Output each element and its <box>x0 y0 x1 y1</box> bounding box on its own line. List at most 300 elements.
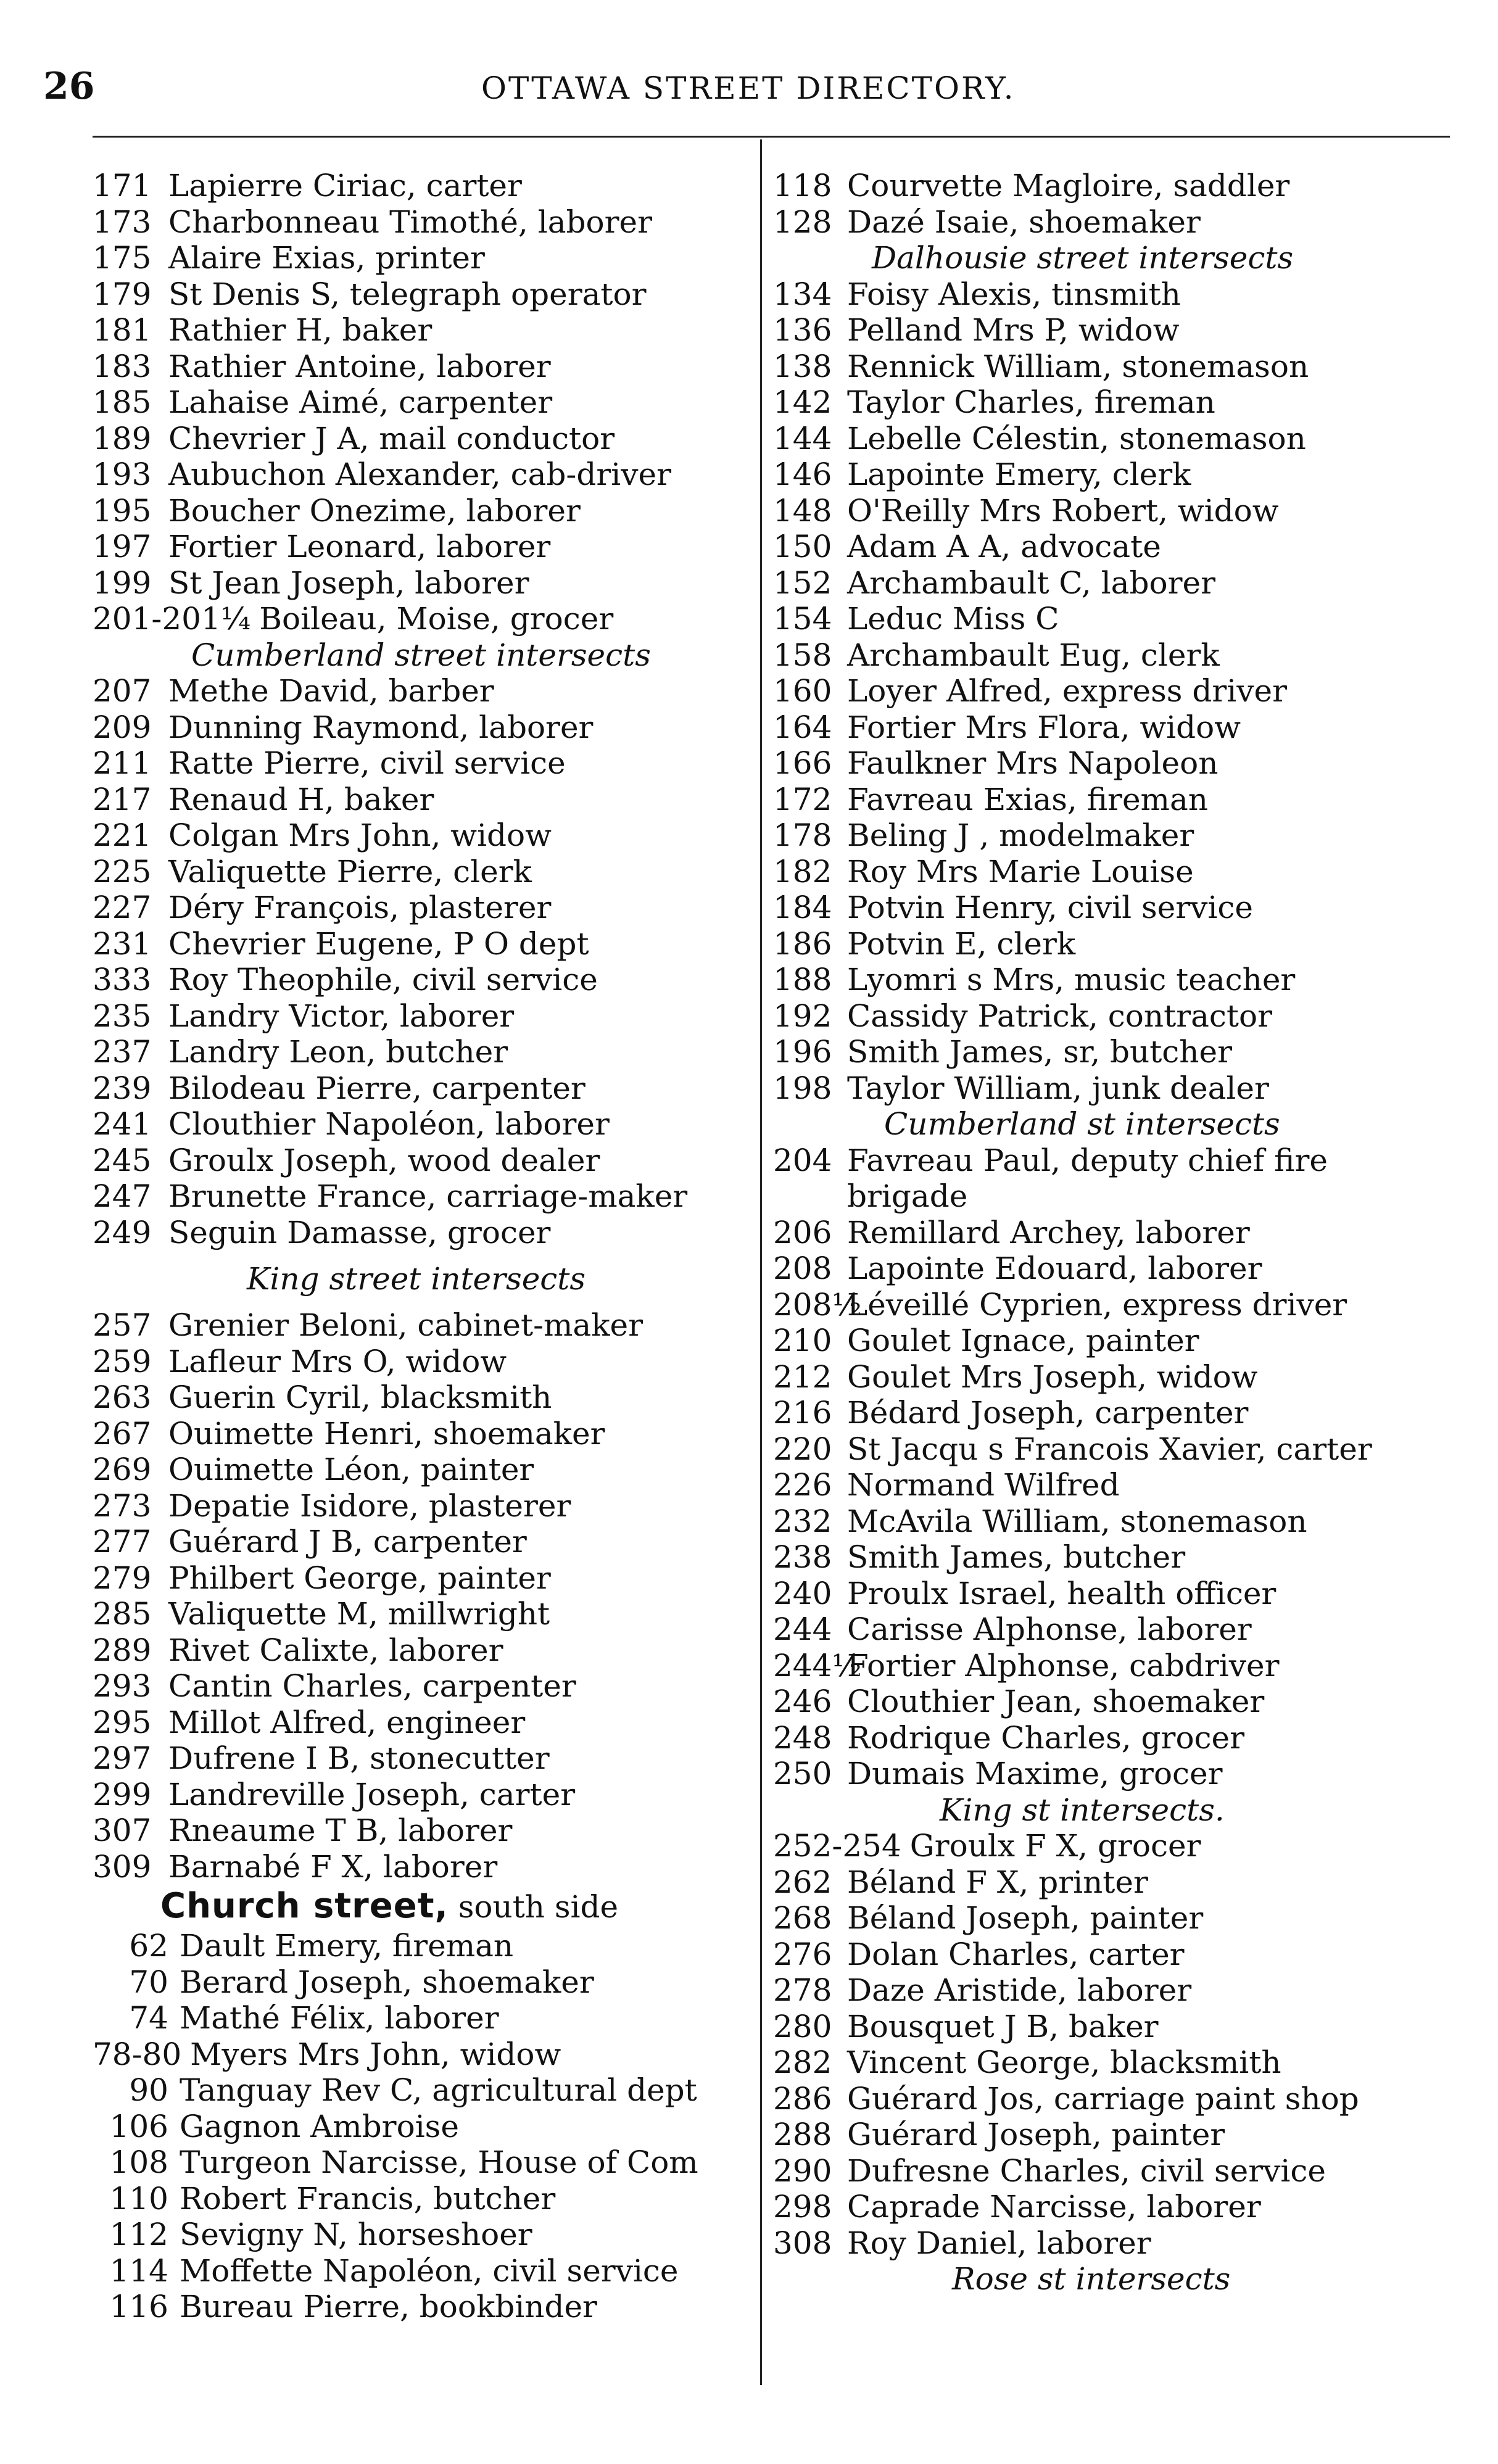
resident-name: Smith James, sr, butcher <box>847 1034 1232 1070</box>
resident-name: Depatie Isidore, plasterer <box>168 1487 571 1524</box>
resident-name: Seguin Damasse, grocer <box>168 1214 551 1251</box>
house-number: 257 <box>93 1307 152 1343</box>
directory-entry <box>93 2181 747 2217</box>
resident-name: Daze Aristide, laborer <box>847 1972 1192 2008</box>
directory-entry <box>773 1576 1458 1612</box>
page-header <box>0 0 1498 148</box>
house-number: 183 <box>93 348 152 384</box>
resident-name: Carisse Alphonse, laborer <box>847 1611 1252 1647</box>
house-number: 288 <box>773 2117 832 2152</box>
house-number: 248 <box>773 1719 832 1756</box>
directory-entry <box>93 926 747 962</box>
house-number: 252-254 <box>773 1828 901 1864</box>
house-number: 175 <box>93 240 152 276</box>
directory-entry <box>93 1307 747 1344</box>
directory-entry <box>93 1632 747 1669</box>
house-number: 208½ <box>773 1286 862 1323</box>
house-number: 197 <box>93 529 152 564</box>
directory-entry <box>93 1344 747 1380</box>
directory-entry <box>93 349 747 385</box>
resident-name: Millot Alfred, engineer <box>168 1704 526 1740</box>
directory-entry <box>773 1143 1458 1215</box>
resident-name: Dufrene I B, stonecutter <box>168 1740 550 1776</box>
directory-entry <box>773 2189 1458 2225</box>
resident-name: Clouthier Jean, shoemaker <box>847 1684 1265 1719</box>
directory-entry <box>93 457 747 493</box>
resident-name: Pelland Mrs P, widow <box>847 312 1180 348</box>
house-number: 178 <box>773 817 832 853</box>
directory-entry <box>93 2036 747 2073</box>
resident-name: Roy Mrs Marie Louise <box>847 853 1194 890</box>
house-number: 225 <box>93 853 152 890</box>
resident-name: Chevrier J A, mail conductor <box>168 420 615 457</box>
resident-name: Cassidy Patrick, contractor <box>847 998 1273 1034</box>
directory-entry <box>773 1323 1458 1359</box>
resident-name: Rodrique Charles, grocer <box>847 1719 1245 1756</box>
resident-name: Archambault C, laborer <box>847 564 1215 601</box>
house-number: 158 <box>773 637 832 673</box>
house-number: 173 <box>93 204 152 240</box>
cross-street-heading: King street intersects <box>247 1261 586 1297</box>
resident-name: Lyomri s Mrs, music teacher <box>847 962 1296 998</box>
entry-list <box>773 168 1458 240</box>
house-number: 293 <box>93 1668 152 1704</box>
house-number: 279 <box>93 1560 152 1596</box>
resident-name: Proulx Israel, health officer <box>847 1575 1277 1611</box>
directory-entry <box>773 1034 1458 1070</box>
house-number: 289 <box>93 1632 152 1668</box>
house-number: 277 <box>93 1524 152 1560</box>
house-number: 146 <box>773 457 832 492</box>
directory-entry <box>773 565 1458 602</box>
resident-name: Lahaise Aimé, carpenter <box>168 384 553 420</box>
resident-name: Groulx F X, grocer <box>909 1828 1201 1864</box>
directory-entry <box>93 1928 747 1964</box>
directory-entry <box>93 890 747 926</box>
house-number: 259 <box>93 1343 152 1379</box>
directory-entry <box>773 1251 1458 1287</box>
directory-entry <box>93 204 747 241</box>
house-number: 208 <box>773 1251 832 1286</box>
directory-entry <box>93 2144 747 2181</box>
resident-name: Ratte Pierre, civil service <box>168 745 566 781</box>
resident-name: Guérard J B, carpenter <box>168 1524 527 1560</box>
directory-entry <box>773 1648 1458 1684</box>
resident-name: Boileau, Moise, grocer <box>259 601 614 637</box>
directory-entry <box>93 1740 747 1777</box>
house-number: 206 <box>773 1214 832 1251</box>
house-number: 307 <box>93 1813 152 1848</box>
header-rule <box>93 136 1450 138</box>
resident-name: Taylor William, junk dealer <box>847 1070 1269 1106</box>
directory-entry <box>773 349 1458 385</box>
house-number: 295 <box>93 1704 152 1740</box>
house-number: 245 <box>93 1142 152 1178</box>
directory-entry <box>773 276 1458 313</box>
resident-name: Favreau Paul, deputy chief fire brigade <box>847 1142 1328 1214</box>
directory-entry <box>773 745 1458 782</box>
house-number: 188 <box>773 962 832 998</box>
resident-name: Goulet Ignace, painter <box>847 1323 1199 1358</box>
directory-entry <box>93 2289 747 2325</box>
directory-entry <box>773 1070 1458 1107</box>
house-number: 220 <box>773 1431 832 1467</box>
house-number: 152 <box>773 564 832 601</box>
directory-entry <box>773 384 1458 421</box>
entry-list <box>773 1143 1458 1792</box>
directory-entry <box>773 2225 1458 2262</box>
directory-entry <box>773 2117 1458 2153</box>
house-number: 186 <box>773 925 832 962</box>
directory-entry <box>93 1964 747 2001</box>
resident-name: Alaire Exias, printer <box>168 240 485 276</box>
resident-name: Landry Victor, laborer <box>168 998 515 1034</box>
directory-entry <box>773 1611 1458 1648</box>
house-number: 171 <box>93 168 152 204</box>
directory-entry <box>773 1937 1458 1973</box>
house-number: 298 <box>773 2189 832 2225</box>
resident-name: St Denis S, telegraph operator <box>168 276 647 312</box>
house-number: 199 <box>93 564 152 601</box>
resident-name: Lapierre Ciriac, carter <box>168 168 522 204</box>
house-number: 172 <box>773 781 832 817</box>
house-number: 154 <box>773 601 832 637</box>
directory-entry <box>93 673 747 709</box>
house-number: 106 <box>109 2108 168 2144</box>
resident-name: Remillard Archey, laborer <box>847 1214 1250 1251</box>
page-number: 26 <box>43 65 95 108</box>
house-number: 128 <box>773 204 832 240</box>
column-divider <box>760 139 762 2385</box>
house-number: 195 <box>93 492 152 529</box>
house-number: 185 <box>93 384 152 420</box>
resident-name: Fortier Leonard, laborer <box>168 529 551 564</box>
house-number: 189 <box>93 420 152 457</box>
house-number: 232 <box>773 1503 832 1539</box>
directory-entry <box>93 1379 747 1416</box>
directory-entry <box>93 1705 747 1741</box>
directory-entry <box>93 2072 747 2109</box>
resident-name: Rivet Calixte, laborer <box>168 1632 503 1668</box>
house-number: 138 <box>773 348 832 384</box>
entry-list <box>93 1928 747 2325</box>
resident-name: Potvin Henry, civil service <box>847 890 1253 925</box>
resident-name: Beling J , modelmaker <box>847 817 1194 853</box>
resident-name: Landreville Joseph, carter <box>168 1776 576 1813</box>
directory-entry <box>93 565 747 602</box>
house-number: 90 <box>129 2072 168 2108</box>
resident-name: Roy Theophile, civil service <box>168 962 598 998</box>
right-column <box>773 168 1458 2297</box>
directory-entry <box>93 529 747 565</box>
house-number: 112 <box>109 2217 168 2252</box>
house-number: 179 <box>93 276 152 312</box>
resident-name: Béland F X, printer <box>847 1864 1148 1900</box>
directory-entry <box>773 1900 1458 1937</box>
directory-entry <box>93 1070 747 1107</box>
directory-entry <box>93 1143 747 1179</box>
resident-name: Bureau Pierre, bookbinder <box>180 2289 597 2325</box>
directory-entry <box>93 709 747 746</box>
resident-name: Grenier Beloni, cabinet-maker <box>168 1307 643 1343</box>
directory-entry <box>773 421 1458 457</box>
entry-list <box>93 168 747 637</box>
house-number: 297 <box>93 1740 152 1776</box>
directory-entry <box>93 1034 747 1070</box>
house-number: 210 <box>773 1323 832 1358</box>
directory-entry <box>773 1864 1458 1901</box>
directory-entry <box>93 276 747 313</box>
house-number: 282 <box>773 2044 832 2080</box>
directory-entry <box>773 1215 1458 1251</box>
directory-entry <box>773 1684 1458 1720</box>
resident-name: Philbert George, painter <box>168 1560 551 1596</box>
resident-name: Taylor Charles, fireman <box>847 384 1215 420</box>
resident-name: Lapointe Emery, clerk <box>847 457 1191 492</box>
directory-entry <box>773 1287 1458 1323</box>
directory-entry <box>773 817 1458 854</box>
directory-entry <box>93 745 747 782</box>
directory-entry <box>93 854 747 890</box>
house-number: 78-80 <box>93 2036 182 2072</box>
resident-name: Landry Leon, butcher <box>168 1034 508 1070</box>
directory-entry <box>93 312 747 349</box>
resident-name: Gagnon Ambroise <box>180 2108 459 2144</box>
house-number: 134 <box>773 276 832 312</box>
house-number: 237 <box>93 1034 152 1070</box>
house-number: 239 <box>93 1070 152 1106</box>
resident-name: St Jacqu s Francois Xavier, carter <box>847 1431 1372 1467</box>
resident-name: Rneaume T B, laborer <box>168 1813 513 1848</box>
directory-entry <box>773 1467 1458 1503</box>
directory-entry <box>773 1720 1458 1756</box>
resident-name: Faulkner Mrs Napoleon <box>847 745 1219 781</box>
resident-name: Guérard Jos, carriage paint shop <box>847 2080 1359 2117</box>
directory-entry <box>93 1777 747 1813</box>
cross-street-heading: Cumberland street intersects <box>191 637 651 673</box>
house-number: 273 <box>93 1487 152 1524</box>
house-number: 262 <box>773 1864 832 1900</box>
resident-name: Foisy Alexis, tinsmith <box>847 276 1181 312</box>
house-number: 249 <box>93 1214 152 1251</box>
directory-entry <box>773 854 1458 890</box>
resident-name: Potvin E, clerk <box>847 925 1076 962</box>
house-number: 309 <box>93 1848 152 1885</box>
house-number: 201-201¼ <box>93 601 251 637</box>
resident-name: Turgeon Narcisse, House of Com <box>180 2144 698 2180</box>
directory-entry <box>93 240 747 276</box>
directory-entry <box>773 601 1458 637</box>
resident-name: Goulet Mrs Joseph, widow <box>847 1358 1258 1395</box>
directory-entry <box>773 2081 1458 2117</box>
directory-entry <box>773 998 1458 1035</box>
house-number: 108 <box>109 2144 168 2180</box>
directory-entry <box>773 2009 1458 2045</box>
house-number: 246 <box>773 1684 832 1719</box>
directory-entry <box>93 2000 747 2036</box>
house-number: 166 <box>773 745 832 781</box>
house-number: 240 <box>773 1575 832 1611</box>
entry-list <box>773 1828 1458 2261</box>
directory-entry <box>773 890 1458 926</box>
resident-name: Béland Joseph, painter <box>847 1900 1204 1936</box>
house-number: 192 <box>773 998 832 1034</box>
cross-street-heading: King st intersects. <box>940 1792 1225 1828</box>
resident-name: Brunette France, carriage-maker <box>168 1178 688 1214</box>
directory-entry <box>93 1452 747 1488</box>
resident-name: Bédard Joseph, carpenter <box>847 1395 1249 1431</box>
resident-name: Dault Emery, fireman <box>180 1928 514 1964</box>
entry-list <box>93 1307 747 1885</box>
house-number: 247 <box>93 1178 152 1214</box>
resident-name: Mathé Félix, laborer <box>180 2000 499 2036</box>
resident-name: Roy Daniel, laborer <box>847 2225 1151 2261</box>
directory-entry <box>93 384 747 421</box>
directory-entry <box>773 1972 1458 2009</box>
house-number: 235 <box>93 998 152 1034</box>
entry-list <box>93 673 747 1251</box>
house-number: 164 <box>773 709 832 745</box>
resident-name: Guérard Joseph, painter <box>847 2117 1225 2152</box>
house-number: 110 <box>109 2180 168 2217</box>
house-number: 267 <box>93 1415 152 1452</box>
directory-entry <box>773 2044 1458 2081</box>
house-number: 238 <box>773 1539 832 1575</box>
resident-name: Colgan Mrs John, widow <box>168 817 552 853</box>
resident-name: Caprade Narcisse, laborer <box>847 2189 1261 2225</box>
directory-entry <box>93 2253 747 2289</box>
cross-street-heading: Cumberland st intersects <box>884 1106 1280 1142</box>
resident-name: Berard Joseph, shoemaker <box>180 1964 594 2000</box>
house-number: 70 <box>129 1964 168 2000</box>
resident-name: Normand Wilfred <box>847 1467 1120 1503</box>
house-number: 118 <box>773 168 832 204</box>
resident-name: Guerin Cyril, blacksmith <box>168 1379 552 1415</box>
house-number: 308 <box>773 2225 832 2261</box>
directory-entry <box>93 1106 747 1143</box>
house-number: 148 <box>773 492 832 529</box>
house-number: 193 <box>93 457 152 492</box>
resident-name: Rathier H, baker <box>168 312 432 348</box>
directory-entry <box>93 1849 747 1885</box>
resident-name: Adam A A, advocate <box>847 529 1161 564</box>
directory-entry <box>93 1596 747 1632</box>
directory-entry <box>773 637 1458 674</box>
directory-entry <box>773 1756 1458 1792</box>
house-number: 280 <box>773 2008 832 2044</box>
resident-name: St Jean Joseph, laborer <box>168 564 529 601</box>
house-number: 285 <box>93 1596 152 1632</box>
resident-name: Favreau Exias, fireman <box>847 781 1208 817</box>
house-number: 196 <box>773 1034 832 1070</box>
house-number: 142 <box>773 384 832 420</box>
directory-entry <box>773 962 1458 998</box>
resident-name: Rathier Antoine, laborer <box>168 348 551 384</box>
resident-name: Clouthier Napoléon, laborer <box>168 1106 610 1142</box>
directory-entry <box>93 817 747 854</box>
resident-name: Chevrier Eugene, P O dept <box>168 925 589 962</box>
resident-name: Ouimette Henri, shoemaker <box>168 1415 605 1452</box>
resident-name: Boucher Onezime, laborer <box>168 492 581 529</box>
resident-name: Léveillé Cyprien, express driver <box>847 1286 1347 1323</box>
house-number: 244½ <box>773 1647 862 1684</box>
left-column <box>93 168 747 2325</box>
house-number: 144 <box>773 420 832 457</box>
house-number: 74 <box>129 2000 168 2036</box>
house-number: 216 <box>773 1395 832 1431</box>
cross-street-heading: Rose st intersects <box>952 2261 1231 2297</box>
directory-entry <box>773 782 1458 818</box>
resident-name: Myers Mrs John, widow <box>190 2036 561 2072</box>
house-number: 198 <box>773 1070 832 1106</box>
house-number: 227 <box>93 890 152 925</box>
resident-name: McAvila William, stonemason <box>847 1503 1307 1539</box>
resident-name: Ouimette Léon, painter <box>168 1452 534 1487</box>
directory-entry <box>773 1395 1458 1431</box>
directory-entry <box>93 962 747 998</box>
street-heading <box>93 1885 747 1928</box>
resident-name: Lapointe Edouard, laborer <box>847 1251 1262 1286</box>
resident-name: Valiquette Pierre, clerk <box>168 853 532 890</box>
resident-name: Methe David, barber <box>168 673 494 709</box>
house-number: 204 <box>773 1142 832 1178</box>
directory-entry <box>93 782 747 818</box>
directory-entry <box>773 493 1458 529</box>
resident-name: Dunning Raymond, laborer <box>168 709 594 745</box>
house-number: 231 <box>93 925 152 962</box>
resident-name: Dumais Maxime, grocer <box>847 1756 1223 1792</box>
house-number: 244 <box>773 1611 832 1647</box>
directory-entry <box>773 1359 1458 1395</box>
house-number: 116 <box>109 2289 168 2325</box>
directory-entry <box>773 1539 1458 1576</box>
resident-name: Lebelle Célestin, stonemason <box>847 420 1306 457</box>
resident-name: Valiquette M, millwright <box>168 1596 550 1632</box>
house-number: 269 <box>93 1452 152 1487</box>
house-number: 333 <box>93 962 152 998</box>
house-number: 290 <box>773 2152 832 2189</box>
house-number: 299 <box>93 1776 152 1813</box>
house-number: 221 <box>93 817 152 853</box>
resident-name: Barnabé F X, laborer <box>168 1848 498 1885</box>
directory-entry <box>773 1828 1458 1864</box>
house-number: 182 <box>773 853 832 890</box>
street-name: Church street, <box>160 1886 449 1926</box>
resident-name: Déry François, plasterer <box>168 890 552 925</box>
directory-entry <box>93 1813 747 1849</box>
directory-entry <box>773 709 1458 746</box>
directory-entry <box>773 529 1458 565</box>
directory-entry <box>773 2153 1458 2189</box>
directory-entry <box>93 1488 747 1524</box>
entry-list <box>773 276 1458 1107</box>
resident-name: Groulx Joseph, wood dealer <box>168 1142 600 1178</box>
directory-entry <box>93 421 747 457</box>
resident-name: Aubuchon Alexander, cab-driver <box>168 457 671 492</box>
directory-entry <box>773 312 1458 349</box>
directory-entry <box>93 2109 747 2145</box>
house-number: 278 <box>773 1972 832 2008</box>
directory-entry <box>93 493 747 529</box>
resident-name: Lafleur Mrs O, widow <box>168 1343 507 1379</box>
house-number: 207 <box>93 673 152 709</box>
resident-name: Dufresne Charles, civil service <box>847 2152 1326 2189</box>
house-number: 212 <box>773 1358 832 1395</box>
resident-name: Moffette Napoléon, civil service <box>180 2252 679 2289</box>
resident-name: O'Reilly Mrs Robert, widow <box>847 492 1279 529</box>
resident-name: Vincent George, blacksmith <box>847 2044 1281 2080</box>
resident-name: Archambault Eug, clerk <box>847 637 1220 673</box>
